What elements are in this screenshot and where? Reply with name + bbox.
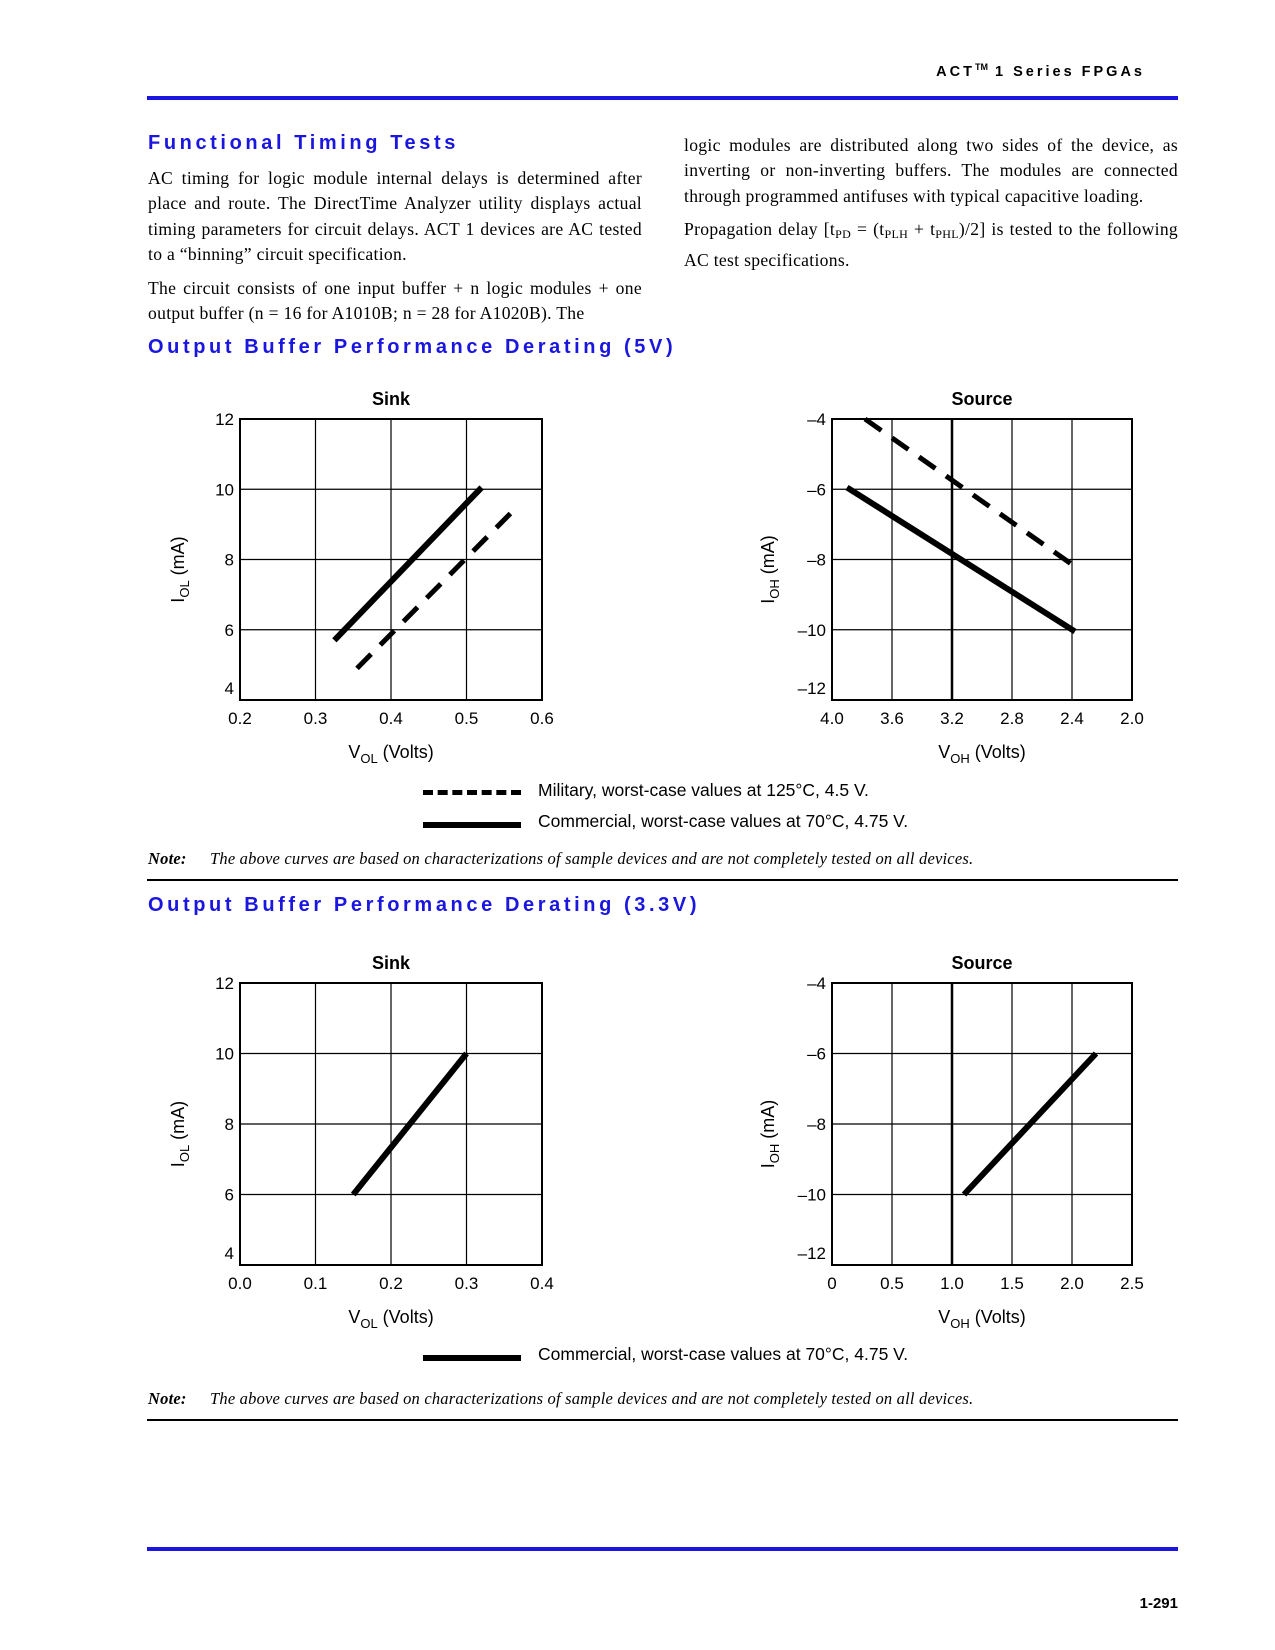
sink33-xtick-label: 0.0 [228,1274,252,1293]
source33-xtick-label: 1.5 [1000,1274,1024,1293]
source5-ytick-label: –12 [797,679,826,698]
source33-ytick-label: –8 [807,1115,826,1134]
source33-ylabel: $I_{OH}$ (mA) [758,1099,782,1169]
sink33-xtick-label: 0.1 [303,1274,328,1293]
source5-ytick-label: –4 [807,410,826,429]
legend-swatch-military [423,790,521,795]
sink5-ytick-label: 8 [224,550,234,570]
source33-ytick-label: –10 [797,1185,826,1205]
page-number: 1-291 [1139,1595,1178,1612]
source5-xlabel: $V_{OH}$ (Volts) [938,742,1026,766]
sink5-xtick-label: 0.3 [303,709,328,728]
heading-functional-timing-tests: Functional Timing Tests [148,132,459,154]
source5-ytick-label: –8 [807,550,826,570]
sink5-ylabel: $I_{OL}$ (mA) [168,536,192,603]
source33-xlabel: $V_{OH}$ (Volts) [938,1307,1026,1331]
divider-3v3 [147,1419,1178,1421]
divider-5v [147,879,1178,881]
source33-xtick-label: 0.5 [880,1274,904,1293]
sink33-title: Sink [371,953,411,973]
source33-xtick-label: 2.5 [1120,1274,1144,1293]
source33-ytick-label: –12 [797,1244,826,1263]
sink5-xlabel: $V_{OL}$ (Volts) [348,742,434,766]
sink5-ytick-label: 6 [224,620,234,640]
source33-ytick-label: –6 [807,1044,826,1064]
legend-swatch-commercial-3v3 [423,1355,521,1361]
paragraph-ac-timing: AC timing for logic module internal delays is determined after place and route. The DirectTime Analyzer utility displays actual timing parameters for circuit delays. ACT 1 devices are AC tested to a “binning” circuit specification. [148,168,642,265]
source33-xtick-label: 0 [827,1274,837,1293]
legend-commercial-label: Commercial, worst-case values at 70°C, 4.75 V. [538,811,909,831]
source5-title: Source [951,389,1013,409]
source5-ytick-label: –6 [807,480,826,500]
heading-derating-5v: Output Buffer Performance Derating (5V) [148,336,677,358]
sink33-xtick-label: 0.2 [379,1274,403,1293]
source5-xtick-label: 3.6 [880,709,904,728]
heading-derating-3v3: Output Buffer Performance Derating (3.3V) [148,894,701,916]
source5-xtick-label: 4.0 [820,709,844,728]
note-3v3: Note: The above curves are based on characterizations of sample devices and are not completely tested on all devices. [148,1389,974,1408]
source5-xtick-label: 2.4 [1060,709,1084,728]
paragraph-circuit-part1: The circuit consists of one input buffer + n logic modules + one output buffer (n = 16 for A1010B; n = 28 for A1020B). The [148,277,642,324]
sink5-xtick-label: 0.2 [228,709,252,728]
sink5-ytick-label: 4 [224,679,234,698]
running-header: ACT™ 1 Series FPGAs [936,62,1145,80]
sink33-ytick-label: 10 [215,1044,234,1064]
source5-series-military [865,419,1075,567]
paragraph-circuit-part2: logic modules are distributed along two sides of the device, as inverting or non-inverting buffers. The modules are connected through programmed antifuses with typical capacitive loading. [684,135,1178,206]
legend-commercial-label-3v3: Commercial, worst-case values at 70°C, 4.75 V. [538,1344,909,1364]
source5-ylabel: $I_{OH}$ (mA) [758,535,782,604]
source33-title: Source [951,953,1013,973]
sink33-ytick-label: 12 [215,974,234,993]
sink5-ytick-label: 12 [215,410,234,429]
sink5-xtick-label: 0.5 [454,709,479,728]
footer-rule [147,1547,1178,1551]
note-5v: Note: The above curves are based on characterizations of sample devices and are not completely tested on all devices. [148,849,974,868]
source33-xtick-label: 1.0 [940,1274,964,1293]
source5-xtick-label: 2.8 [1000,709,1024,728]
source5-xtick-label: 2.0 [1120,709,1144,728]
sink33-xtick-label: 0.4 [530,1274,554,1293]
source5-ytick-label: –10 [797,620,826,640]
sink5-title: Sink [371,389,411,409]
source33-xtick-label: 2.0 [1060,1274,1084,1293]
sink33-ylabel: $I_{OL}$ (mA) [168,1100,192,1168]
sink5-ytick-label: 10 [215,480,234,500]
sink5-xtick-label: 0.6 [530,709,554,728]
sink33-ytick-label: 6 [224,1185,234,1205]
legend-military-label: Military, worst-case values at 125°C, 4.5 V. [538,780,869,800]
paragraph-propagation-delay: Propagation delay $[t_{PD} = (t_{PLH} + t_{PHL})/2]$ is tested to the following AC test specifications. [684,219,1179,270]
sink33-ytick-label: 8 [224,1115,234,1134]
sink33-xlabel: $V_{OL}$ (Volts) [348,1307,434,1331]
sink5-xtick-label: 0.4 [379,709,403,728]
legend-swatch-commercial [423,822,521,828]
source33-ytick-label: –4 [807,974,826,993]
source5-xtick-label: 3.2 [940,709,964,728]
sink33-ytick-label: 4 [224,1244,234,1263]
sink33-xtick-label: 0.3 [454,1274,479,1293]
